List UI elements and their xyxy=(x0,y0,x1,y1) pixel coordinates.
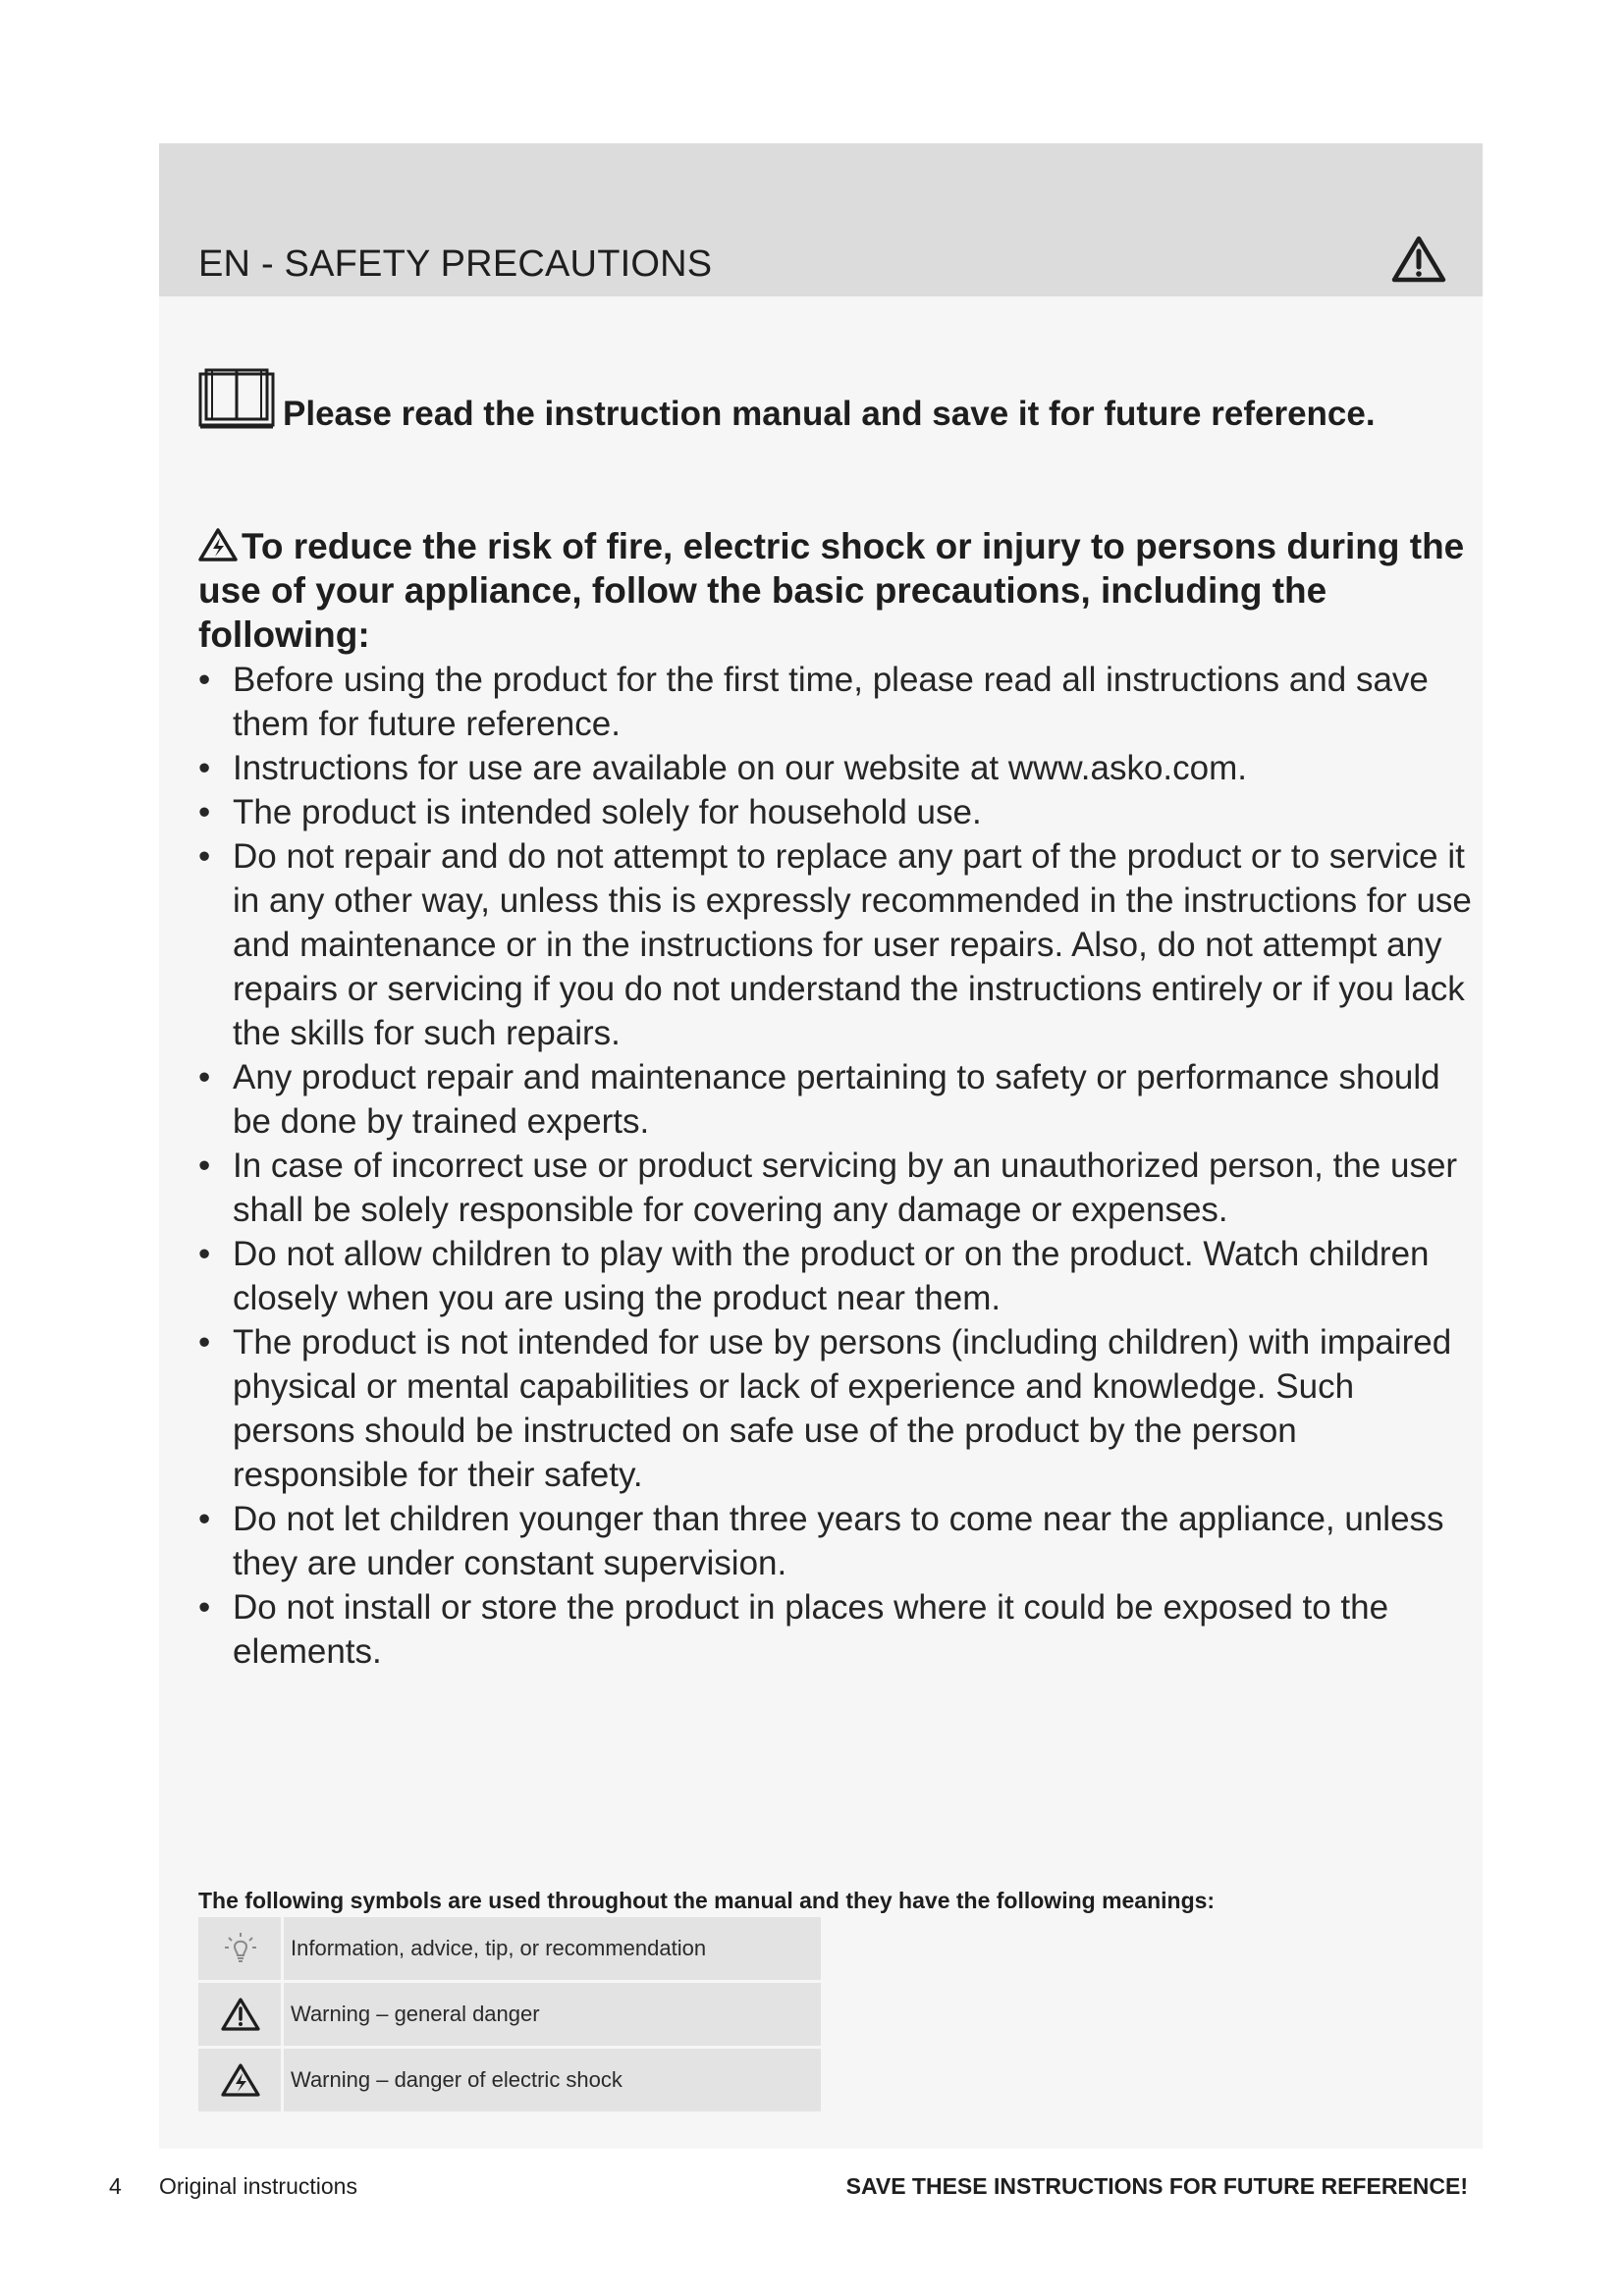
list-item: • Do not allow children to play with the product or on the product. Watch children closely when you are using the product near them. xyxy=(198,1232,1475,1320)
list-item: • Instructions for use are available on our website at www.asko.com. xyxy=(198,746,1475,790)
list-item: • Before using the product for the first time, please read all instructions and save them for future reference. xyxy=(198,658,1475,746)
safety-intro xyxy=(198,524,1465,657)
table-row xyxy=(198,1917,821,1980)
safety-panel xyxy=(159,143,1483,2149)
instruction-manual-icon xyxy=(198,368,275,431)
table-row xyxy=(198,2049,821,2111)
list-item: • The product is intended solely for household use. xyxy=(198,790,1475,834)
symbol-description: Warning – danger of electric shock xyxy=(284,2049,821,2111)
symbols-table xyxy=(198,1917,821,2114)
lightbulb-info-icon xyxy=(221,1931,260,1966)
warning-general-icon xyxy=(1391,235,1446,284)
symbol-cell xyxy=(198,1917,281,1980)
read-manual-note: Please read the instruction manual and save it for future reference. xyxy=(283,395,1376,433)
footer-save-note: SAVE THESE INSTRUCTIONS FOR FUTURE REFERENCE! xyxy=(845,2173,1468,2199)
symbol-description: Warning – general danger xyxy=(284,1983,821,2046)
section-header xyxy=(159,143,1483,296)
symbol-cell xyxy=(198,2049,281,2111)
list-item: • Any product repair and maintenance pertaining to safety or performance should be done by trained experts. xyxy=(198,1055,1475,1144)
section-title: EN - SAFETY PRECAUTIONS xyxy=(198,243,713,285)
footer-label: Original instructions xyxy=(159,2173,357,2199)
list-item: • Do not let children younger than three years to come near the appliance, unless they are under constant supervision. xyxy=(198,1497,1475,1585)
warning-electric-shock-icon xyxy=(198,527,238,562)
warning-general-icon xyxy=(221,1997,260,2032)
table-row xyxy=(198,1983,821,2046)
symbol-description: Information, advice, tip, or recommendation xyxy=(284,1917,821,1980)
list-item: • In case of incorrect use or product servicing by an unauthorized person, the user shall be solely responsible for covering any damage or expenses. xyxy=(198,1144,1475,1232)
list-item: • The product is not intended for use by persons (including children) with impaired physical or mental capabilities or lack of experience and knowledge. Such persons should be instructed on safe use of the product by the person responsible for their safety. xyxy=(198,1320,1475,1497)
safety-intro-text: To reduce the risk of fire, electric shock or injury to persons during the use of your appliance, follow the basic precautions, including the following: xyxy=(198,526,1465,655)
list-item: • Do not repair and do not attempt to replace any part of the product or to service it in any other way, unless this is expressly recommended in the instructions for use and maintenance or in the instructions for user repairs. Also, do not attempt any repairs or servicing if you do not understand the instructions entirely or if you lack the skills for such repairs. xyxy=(198,834,1475,1055)
symbols-heading: The following symbols are used throughout the manual and they have the following meanings: xyxy=(198,1888,1216,1913)
precautions-list xyxy=(198,658,1475,1674)
list-item: • Do not install or store the product in places where it could be exposed to the elements. xyxy=(198,1585,1475,1674)
warning-electric-shock-icon xyxy=(221,2062,260,2098)
symbol-cell xyxy=(198,1983,281,2046)
page-number: 4 xyxy=(109,2173,122,2199)
